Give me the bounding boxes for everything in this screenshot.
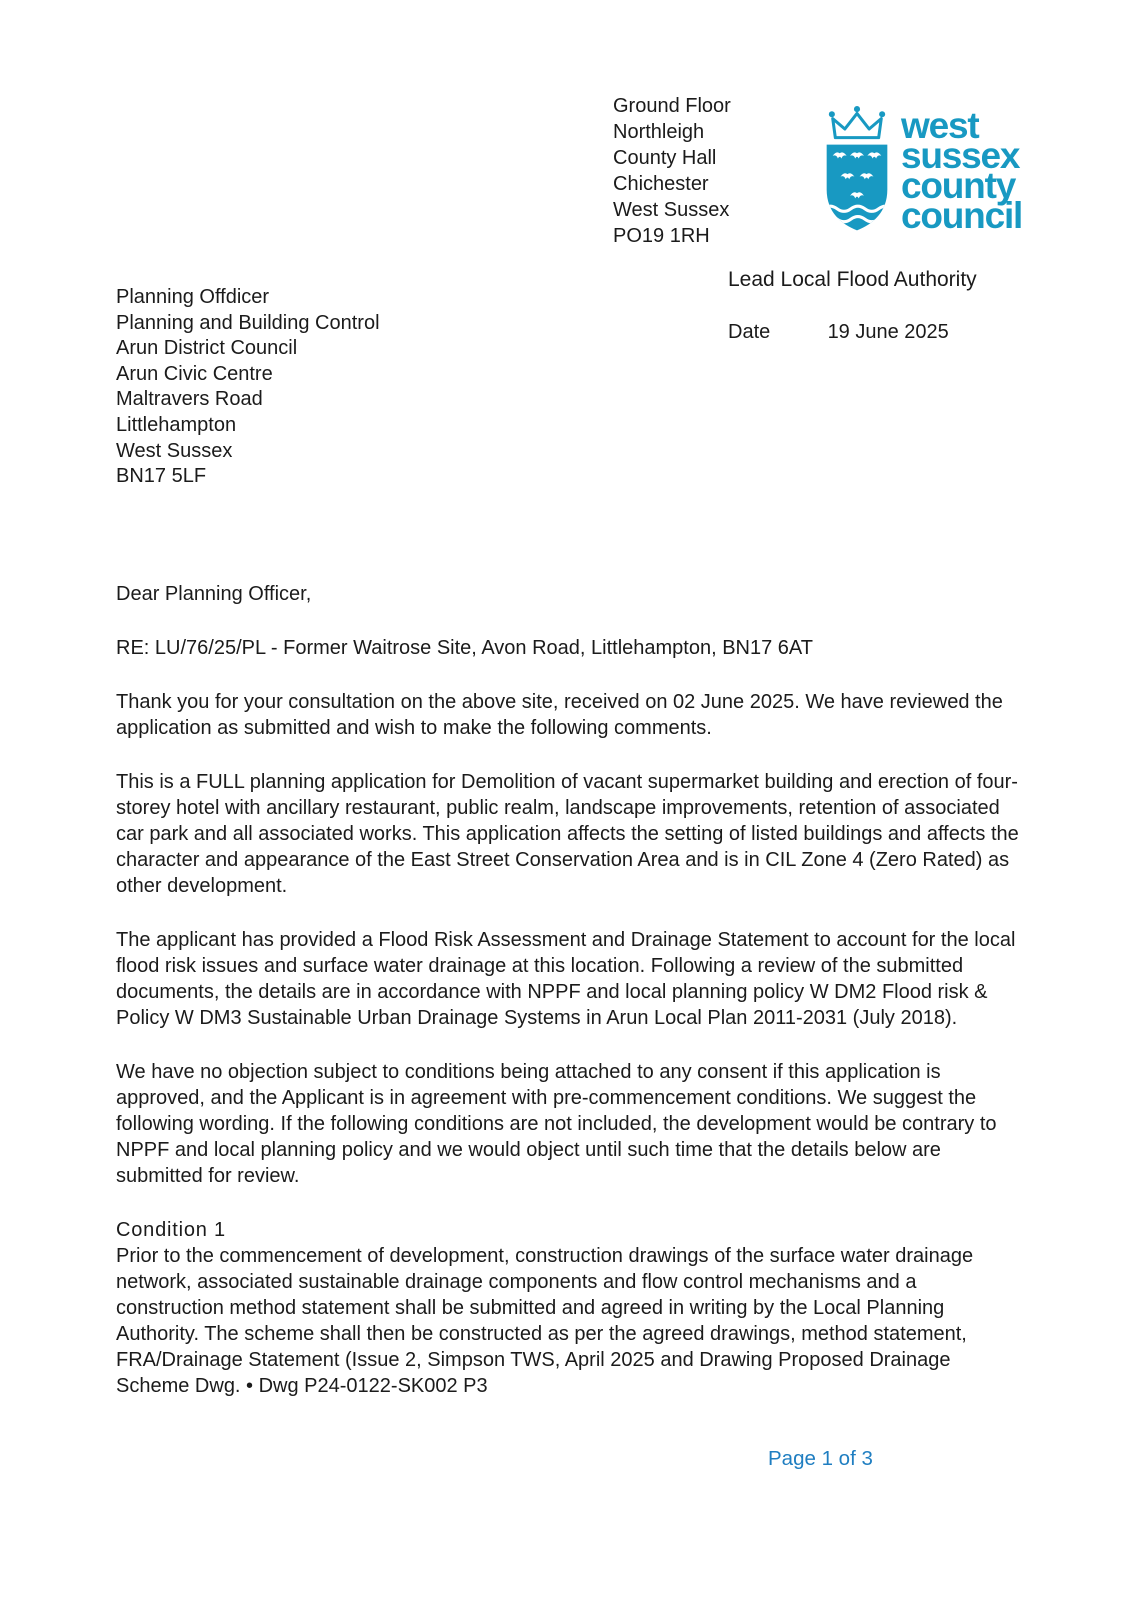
sender-address-line: PO19 1RH	[613, 225, 710, 247]
date-row	[728, 321, 949, 344]
logo-word: council	[901, 195, 1023, 236]
page-indicator: Page 1 of 3	[768, 1447, 873, 1470]
sender-address-line: Ground Floor	[613, 95, 731, 117]
letter-body	[116, 581, 1021, 1427]
date-label: Date	[728, 321, 771, 343]
recipient-address-line: West Sussex	[116, 439, 233, 462]
body-paragraph: The applicant has provided a Flood Risk Assessment and Drainage Statement to account for the local flood risk issues and surface water drainage at this location. Following a review of the submitted documents, the details are in accordance with NPPF and local planning policy W DM2 Flood risk & Policy W DM3 Sustainable Urban Drainage Systems in Arun Local Plan 2011-2031 (July 2018).	[116, 929, 1016, 1029]
logo-word: west	[901, 105, 979, 146]
sender-address-line: West Sussex	[613, 199, 730, 221]
recipient-address-line: Littlehampton	[116, 413, 237, 436]
body-paragraph: This is a FULL planning application for Demolition of vacant supermarket building and erection of four-storey hotel with ancillary restaurant, public realm, landscape improvements, retention of associated car park and all associated works. This application affects the setting of listed buildings and affects the character and appearance of the East Street Conservation Area and is in CIL Zone 4 (Zero Rated) as other development.	[116, 771, 1019, 897]
recipient-address-line: Maltravers Road	[116, 388, 263, 411]
council-logo-text	[901, 105, 1023, 236]
sender-address	[613, 93, 731, 249]
recipient-address-line: Arun District Council	[116, 337, 298, 360]
recipient-address-line: Planning Offdicer	[116, 286, 270, 308]
condition-heading: Condition 1	[116, 1219, 226, 1241]
west-sussex-crest-icon	[818, 103, 896, 233]
recipient-address-line: Arun Civic Centre	[116, 362, 273, 385]
recipient-address	[116, 285, 380, 490]
subject-line: RE: LU/76/25/PL - Former Waitrose Site, Avon Road, Littlehampton, BN17 6AT	[116, 637, 813, 659]
sender-address-line: County Hall	[613, 147, 717, 169]
recipient-address-line: BN17 5LF	[116, 465, 207, 488]
body-paragraph: Thank you for your consultation on the above site, received on 02 June 2025. We have reviewed the application as submitted and wish to make the following comments.	[116, 691, 1003, 739]
sender-address-line: Northleigh	[613, 121, 705, 143]
logo-word: sussex	[901, 135, 1020, 176]
date-value: 19 June 2025	[827, 321, 949, 343]
condition-text: Prior to the commencement of development, construction drawings of the surface water drainage network, associated sustainable drainage components and flow control mechanisms and a construction method statement shall be submitted and agreed in writing by the Local Planning Authority. The scheme shall then be constructed as per the agreed drawings, method statement, FRA/Drainage Statement (Issue 2, Simpson TWS, April 2025 and Drawing Proposed Drainage Scheme Dwg. • Dwg P24-0122-SK002 P3	[116, 1245, 974, 1397]
council-logo	[818, 103, 1023, 236]
sender-address-line: Chichester	[613, 173, 709, 195]
salutation: Dear Planning Officer,	[116, 583, 312, 605]
logo-word: county	[901, 165, 1016, 206]
authority-title: Lead Local Flood Authority	[728, 268, 977, 291]
body-paragraph: We have no objection subject to conditions being attached to any consent if this application is approved, and the Applicant is in agreement with pre-commencement conditions. We suggest the following wording. If the following conditions are not included, the development would be contrary to NPPF and local planning policy and we would object until such time that the details below are submitted for review.	[116, 1061, 997, 1187]
recipient-address-line: Planning and Building Control	[116, 311, 380, 334]
